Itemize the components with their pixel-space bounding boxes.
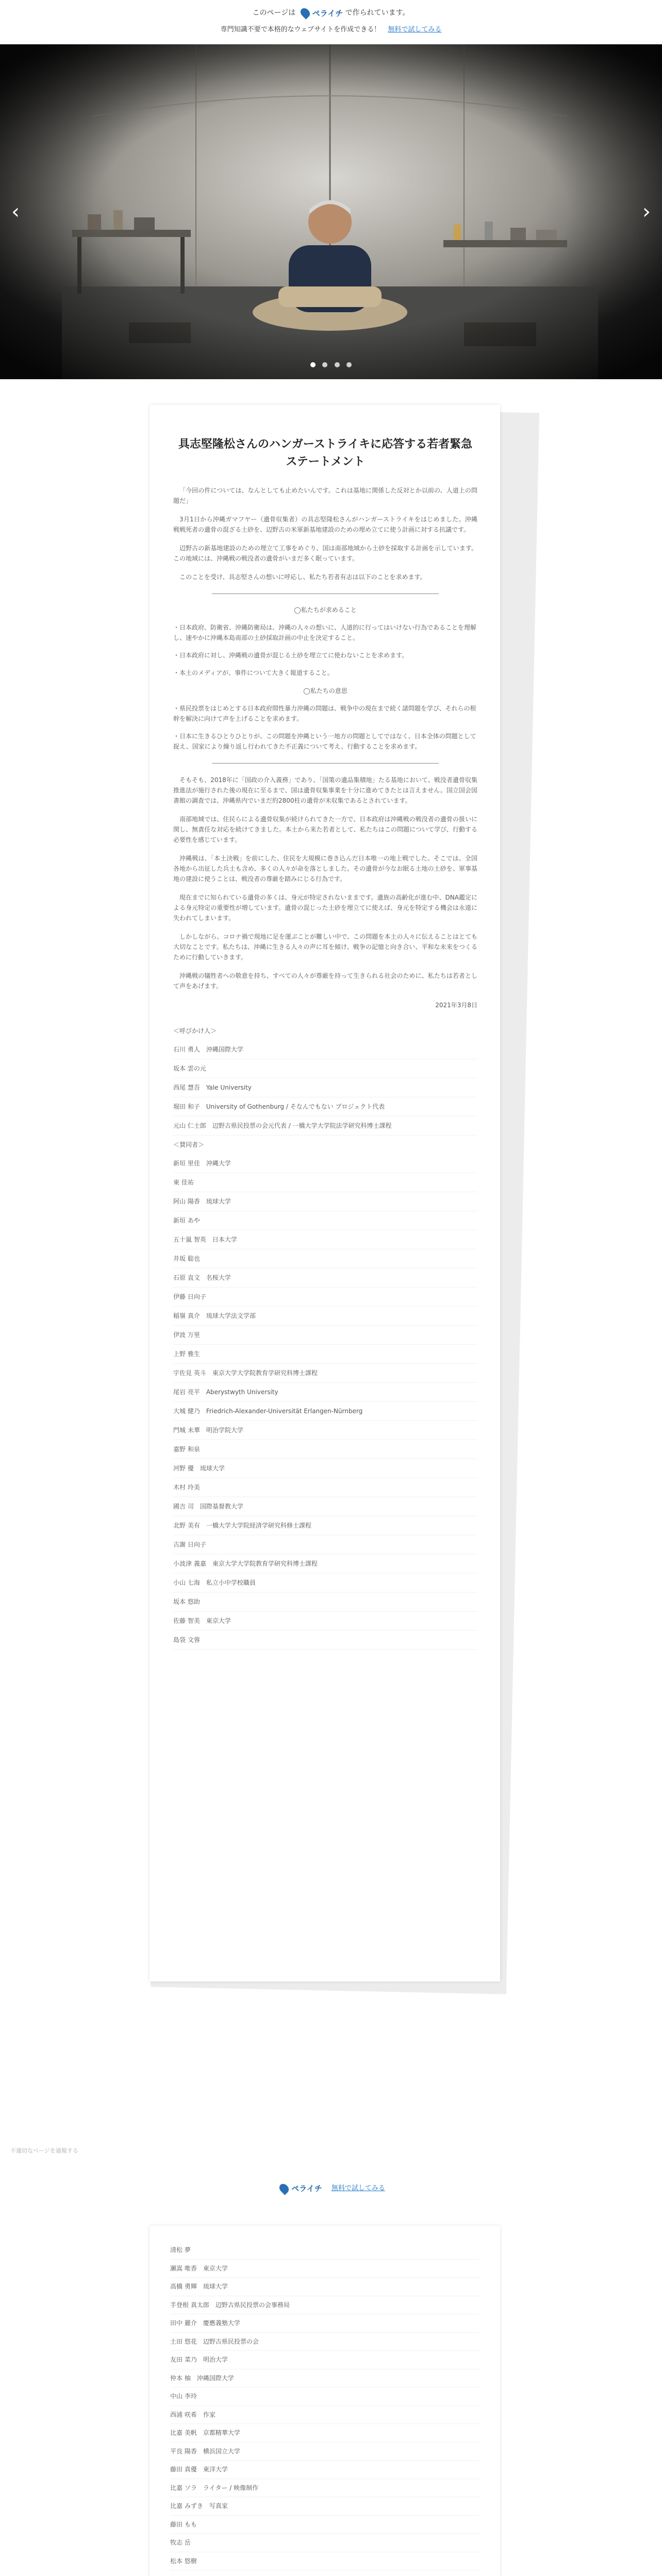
supporter-item: 門城 未華 明治学院大学	[173, 1421, 477, 1440]
hero-photo	[0, 44, 662, 379]
report-link[interactable]: 不適切なページを通報する	[10, 2147, 78, 2154]
supporter-item: 西浦 咲希 作家	[170, 2406, 479, 2425]
intro-paragraph: 辺野古の新基地建設のための埋立て工事をめぐり、国は南部地域から土砂を採取する計画を示しています。この地域には、沖縄戦の戦没者の遺骨がいまだ多く眠っています。	[173, 545, 477, 562]
banner-line	[0, 7, 662, 19]
supporter-item: 宇佐見 英斗 東京大学大学院教育学研究科博士課程	[173, 1364, 477, 1383]
logo-text: ペライチ	[312, 8, 343, 18]
supporter-item: 比嘉 ソラ ライター / 映像制作	[170, 2479, 479, 2498]
demand-item: ・本土のメディアが、事件について大きく報道すること。	[173, 669, 334, 676]
hero-dot[interactable]	[310, 362, 316, 367]
drop-icon	[277, 2182, 290, 2195]
supporter-item: 井坂 聡也	[173, 1249, 477, 1268]
supporter-item: 大城 健乃 Friedrich-Alexander-Universität Erlangen-Nürnberg	[173, 1402, 477, 1421]
supporter-item: 佐藤 智美 東京大学	[173, 1612, 477, 1631]
supporter-item: 藤田 もも	[170, 2516, 479, 2534]
intent-item: ・日本に生きるひとりひとりが、この問題を沖縄という一地方の問題としてではなく、日本全体の問題として捉え、国家により繰り返し行われてきた不正義について考え、行動することを求めます。	[173, 733, 476, 750]
supporter-item: 阿山 陽香 琉球大学	[173, 1192, 477, 1211]
statement-body	[173, 436, 477, 1650]
supporter-item: 島袋 文蓉	[173, 1631, 477, 1650]
body-paragraph: 現在までに知られている遺骨の多くは、身元が特定されないままです。遺族の高齢化が進む中、DNA鑑定による身元特定の重要性が増しています。遺骨の混じった土砂を埋立てに使えば、身元を特定する機会は永遠に失われてしまいます。	[173, 894, 477, 922]
supporter-item: 石原 直文 名桜大学	[173, 1268, 477, 1287]
body-paragraph: そもそも、2018年に「国政の介入義務」であり、「国策の遺品集積地」たる基地において、戦没者遺骨収集推進法が施行された後の現在に至るまで、国は遺骨収集事業を十分に進めてきたとは言えません。国立国会図書館の調査では、沖縄県内でいまだ約2800柱の遺骨が未収集であるとされています。	[173, 776, 477, 804]
supporter-item: 藤田 真優 東洋大学	[170, 2461, 479, 2479]
demand-item: ・日本政府、防衛省、沖縄防衛局は、沖縄の人々の想いに、人道的に行ってはいけない行為であることを理解し、速やかに沖縄本島南部の土砂採取計画の中止を決定すること。	[173, 624, 477, 641]
statement-paper	[150, 405, 500, 1981]
supporter-item: 田中 麗介 慶應義塾大学	[170, 2314, 479, 2333]
supporter-item: 新垣 里佳 沖縄大学	[173, 1154, 477, 1173]
supporter-item: 土田 悠花 辺野古県民投票の会	[170, 2333, 479, 2351]
body-paragraph: 沖縄戦は、「本土決戦」を前にした、住民を大規模に巻き込んだ日本唯一の地上戦でした。そこでは、全国各地から出征した兵士も含め、多くの人々が命を落としました。その遺骨が今なお眠る土地の土砂を、軍事基地の建設に使うことは、戦没者の尊厳を踏みにじる行為です。	[173, 855, 477, 883]
supporter-item: 比嘉 美帆 京都精華大学	[170, 2424, 479, 2443]
hero-slider	[0, 44, 662, 379]
supporter-item: 嘉野 和泉	[173, 1440, 477, 1459]
caller-item: 元山 仁士郎 辺野古県民投票の会元代表 / 一橋大学大学院法学研究科博士課程	[173, 1116, 477, 1136]
intent-heading: ◯私たちの意思	[303, 687, 347, 694]
intro-paragraph: 「今回の件については、なんとしても止めたいんです。これは基地に関係した反対とか以前の、人道上の問題だ」	[173, 487, 477, 504]
supporter-item: 比嘉 みずき 写真家	[170, 2497, 479, 2516]
supporter-item: 小波津 義嘉 東京大学大学院教育学研究科博士課程	[173, 1554, 477, 1573]
banner-suffix: で作られています。	[345, 9, 410, 17]
supporter-item: 小山 七海 私立小中学校職員	[173, 1573, 477, 1592]
supporter-item: 中山 李玲	[170, 2387, 479, 2406]
logo-text: ペライチ	[291, 2184, 322, 2193]
supporter-item: 坂本 悠助	[173, 1592, 477, 1612]
body-paragraph: 南部地域では、住民らによる遺骨収集が続けられてきた一方で、日本政府は沖縄戦の戦没者の遺骨の扱いに関し、無責任な対応を続けてきました。本土から来た若者として、私たちはこの問題について学び、行動する必要性を感じています。	[173, 816, 477, 843]
supporter-item: 伊波 万里	[173, 1326, 477, 1345]
supporter-item: 東 佳祐	[173, 1173, 477, 1192]
supporters-label: ＜賛同者＞	[173, 1141, 205, 1148]
hero-dot[interactable]	[322, 362, 327, 367]
supporter-item: 河野 優 琉球大学	[173, 1459, 477, 1478]
intro-paragraph: 3月1日から沖縄ガマフヤー（遺骨収集者）の具志堅隆松さんがハンガーストライキをはじめました。沖縄戦戦死者の遺骨の混ざる土砂を、辺野古の米軍新基地建設のための埋め立てに使う計画に対する抗議です。	[173, 516, 477, 533]
try-free-link[interactable]: 無料で試してみる	[331, 2184, 385, 2192]
supporter-item: 尾岩 亮平 Aberystwyth University	[173, 1383, 477, 1402]
supporter-item: 伊藤 日向子	[173, 1287, 477, 1307]
supporter-item: 牧志 岳	[170, 2534, 479, 2552]
site-banner	[0, 0, 662, 44]
try-free-link[interactable]: 無料で試してみる	[388, 26, 442, 33]
banner-prefix: このページは	[252, 9, 296, 17]
hero-prev-arrow[interactable]: ‹	[11, 200, 20, 224]
body-paragraph: 沖縄戦の犠牲者への敬意を持ち、すべての人々が尊厳を持って生きられる社会のために、私たちは若者として声をあげます。	[173, 972, 477, 990]
supporters-continued	[150, 2226, 500, 2576]
caller-item: 西尾 慧吾 Yale University	[173, 1078, 477, 1097]
caller-item: 坂本 雲の元	[173, 1059, 477, 1078]
supporter-item: 平良 陽香 横浜国立大学	[170, 2443, 479, 2461]
supporter-item: 瀬嵩 唯香 東京大学	[170, 2260, 479, 2278]
supporter-item: 上野 雅生	[173, 1345, 477, 1364]
statement-date: 2021年3月8日	[435, 1002, 477, 1009]
supporter-item: 松本 悠樹	[170, 2552, 479, 2571]
statement-section	[150, 405, 512, 1992]
caller-item: 石川 勇人 沖縄国際大学	[173, 1040, 477, 1059]
hero-pagination	[0, 360, 662, 369]
demand-item: ・日本政府に対し、沖縄戦の遺骨が混じる土砂を埋立てに使わないことを求めます。	[173, 652, 408, 659]
supporter-item: 新垣 あや	[173, 1211, 477, 1230]
footer-branding	[0, 2182, 662, 2213]
supporter-item: 高橋 勇輝 琉球大学	[170, 2278, 479, 2296]
supporter-item: 北野 美有 一橋大学大学院経済学研究科修士課程	[173, 1516, 477, 1535]
banner-cta	[0, 24, 662, 33]
intent-item: ・県民投票をはじめとする日本政府間性暴力沖縄の問題は、戦争中の現在まで続く諸問題を学び、それらの根幹を解決に向けて声を上げることを求めます。	[173, 705, 476, 722]
supporter-item: 稲嶺 真介 琉球大学法文学部	[173, 1307, 477, 1326]
supporter-item: 五十嵐 智英 日本大学	[173, 1230, 477, 1249]
hero-dot[interactable]	[346, 362, 352, 367]
demands-heading: ◯私たちが求めること	[294, 606, 357, 614]
supporter-item	[170, 2570, 479, 2576]
supporter-item: 國吉 司 国際基督教大学	[173, 1497, 477, 1516]
supporter-item: 仲本 柚 沖縄国際大学	[170, 2369, 479, 2388]
peraichi-logo[interactable]	[298, 8, 343, 19]
drop-icon	[299, 6, 311, 19]
callers-label: ＜呼びかけ人＞	[173, 1027, 217, 1035]
supporter-item: 手登根 真太郎 辺野古県民投票の会事務局	[170, 2296, 479, 2315]
supporter-item: 木村 玲美	[173, 1478, 477, 1497]
body-paragraph: しかしながら、コロナ禍で現地に足を運ぶことが難しい中で、この問題を本土の人々に伝えることはとても大切なことです。私たちは、沖縄に生きる人々の声に耳を傾け、戦争の記憶と向き合い、平和な未来をつくるために行動していきます。	[173, 933, 477, 961]
hero-next-arrow[interactable]: ›	[642, 200, 651, 224]
hero-dot[interactable]	[335, 362, 340, 367]
divider	[212, 763, 439, 764]
supporter-item: 清松 夢	[170, 2241, 479, 2260]
banner-question: 専門知識不要で本格的なウェブサイトを作成できる！	[220, 26, 381, 33]
supporter-item: 古謝 日向子	[173, 1535, 477, 1554]
supporter-item: 友田 菜乃 明治大学	[170, 2351, 479, 2369]
statement-title: 具志堅隆松さんのハンガーストライキに応答する若者緊急ステートメント	[178, 438, 473, 468]
caller-item: 堀田 和子 University of Gothenburg / そなんでもない プロジェクト代表	[173, 1097, 477, 1116]
supporters-continued-body	[170, 2241, 479, 2576]
intro-paragraph: このことを受け、具志堅さんの想いに呼応し、私たち若者有志は以下のことを求めます。	[179, 573, 426, 581]
peraichi-logo[interactable]	[277, 2183, 322, 2194]
